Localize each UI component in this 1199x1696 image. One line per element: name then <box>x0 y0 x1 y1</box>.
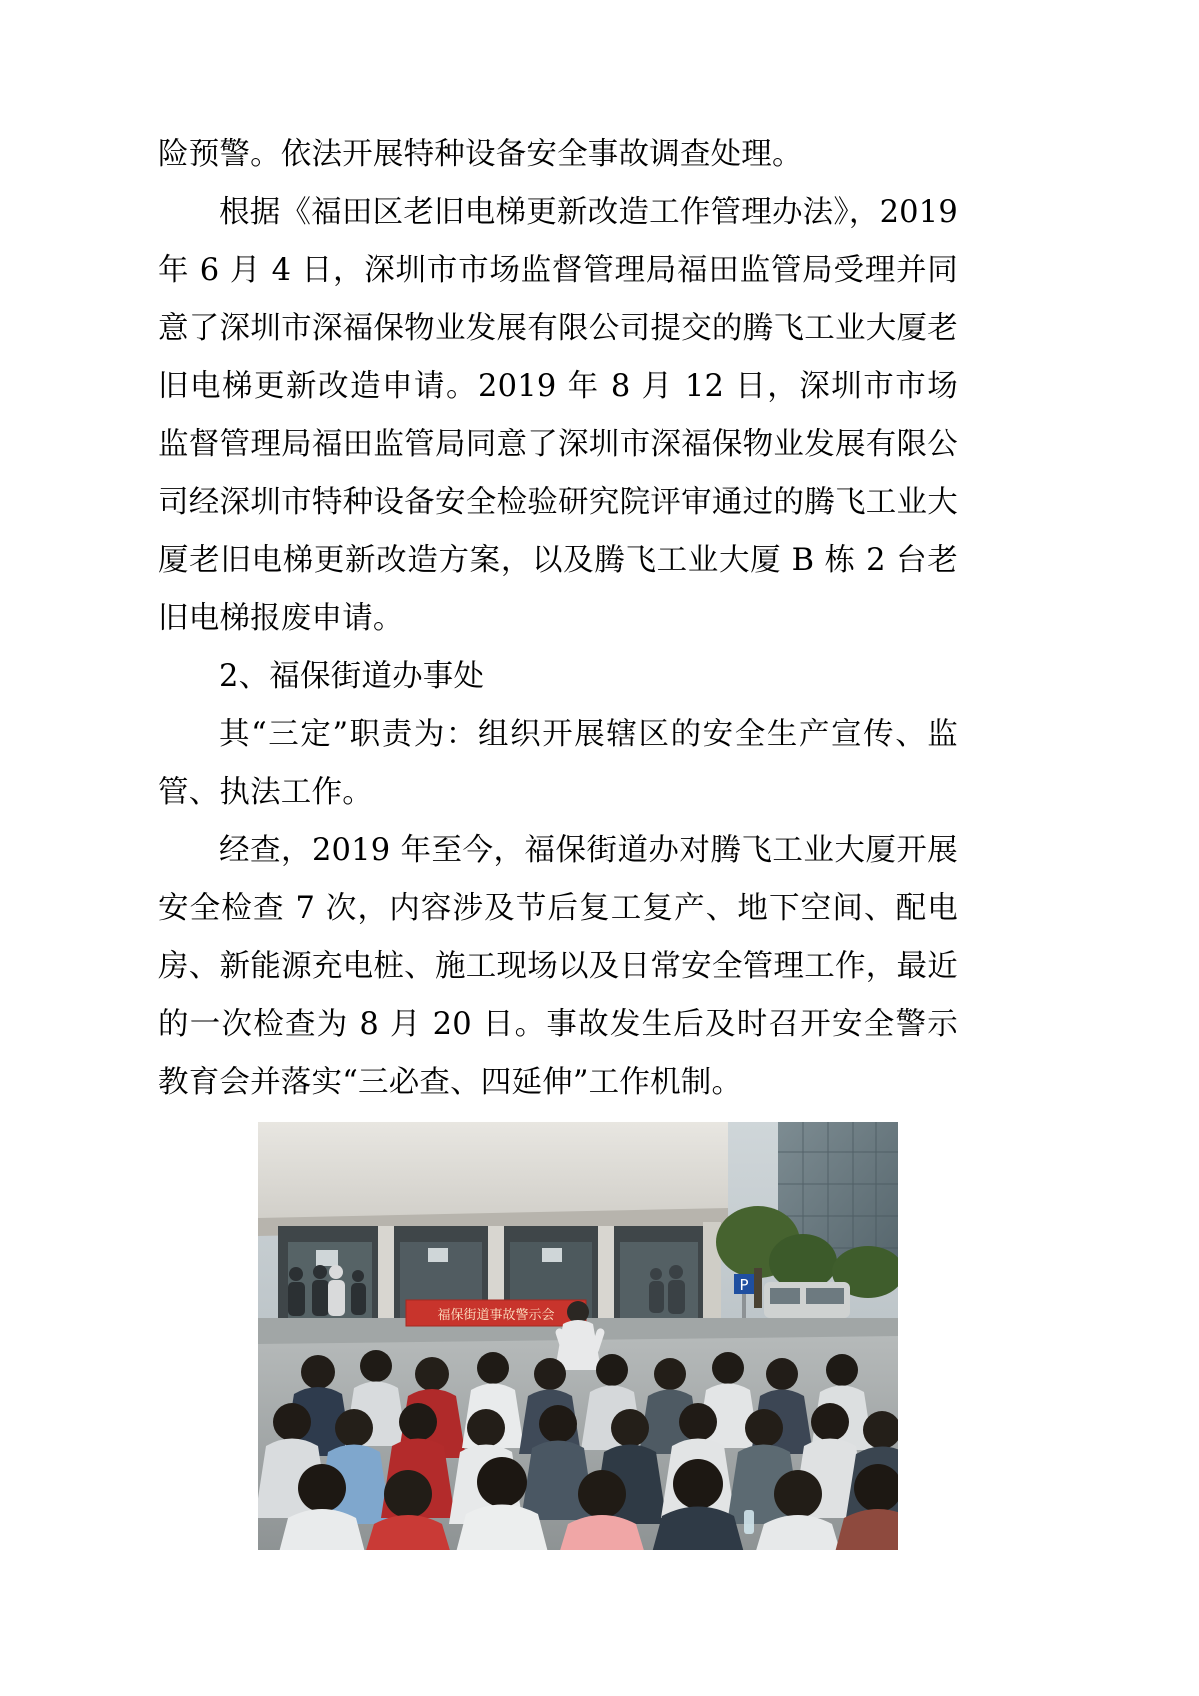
paragraph-5: 经查，2019 年至今，福保街道办对腾飞工业大厦开展安全检查 7 次，内容涉及节后复工复产、地下空间、配电房、新能源充电桩、施工现场以及日常安全管理工作，最近的一次检查为 8 月 20 日。事故发生后及时召开安全警示教育会并落实“三必查、四延伸”工作机制。 <box>158 833 958 1100</box>
banner-text: 福保街道事故警示会 <box>437 1308 555 1323</box>
paragraph-4: 其“三定”职责为：组织开展辖区的安全生产宣传、监管、执法工作。 <box>158 717 958 810</box>
paragraph-1: 险预警。依法开展特种设备安全事故调查处理。 <box>158 137 803 172</box>
paragraph-2: 根据《福田区老旧电梯更新改造工作管理办法》，2019年 6 月 4 日，深圳市市场监督管理局福田监管局受理并同意了深圳市深福保物业发展有限公司提交的腾飞工业大厦老旧电梯更新改造申请。2019 年 8 月 12 日，深圳市市场监督管理局福田监管局同意了深圳市深福保物业发展有限公司经深圳市特种设备安全检验研究院评审通过的腾飞工业大厦老旧电梯更新改造方案，以及腾飞工业大厦 B 栋 2 台老旧电梯报废申请。 <box>158 195 958 636</box>
paragraph-3: 2、福保街道办事处 <box>219 659 485 694</box>
photo-illustration <box>258 1122 898 1550</box>
figure <box>258 1122 898 1550</box>
document-body <box>158 126 958 1112</box>
svg-text:P: P <box>739 1276 749 1294</box>
photo-safety-education-meeting <box>258 1122 898 1550</box>
